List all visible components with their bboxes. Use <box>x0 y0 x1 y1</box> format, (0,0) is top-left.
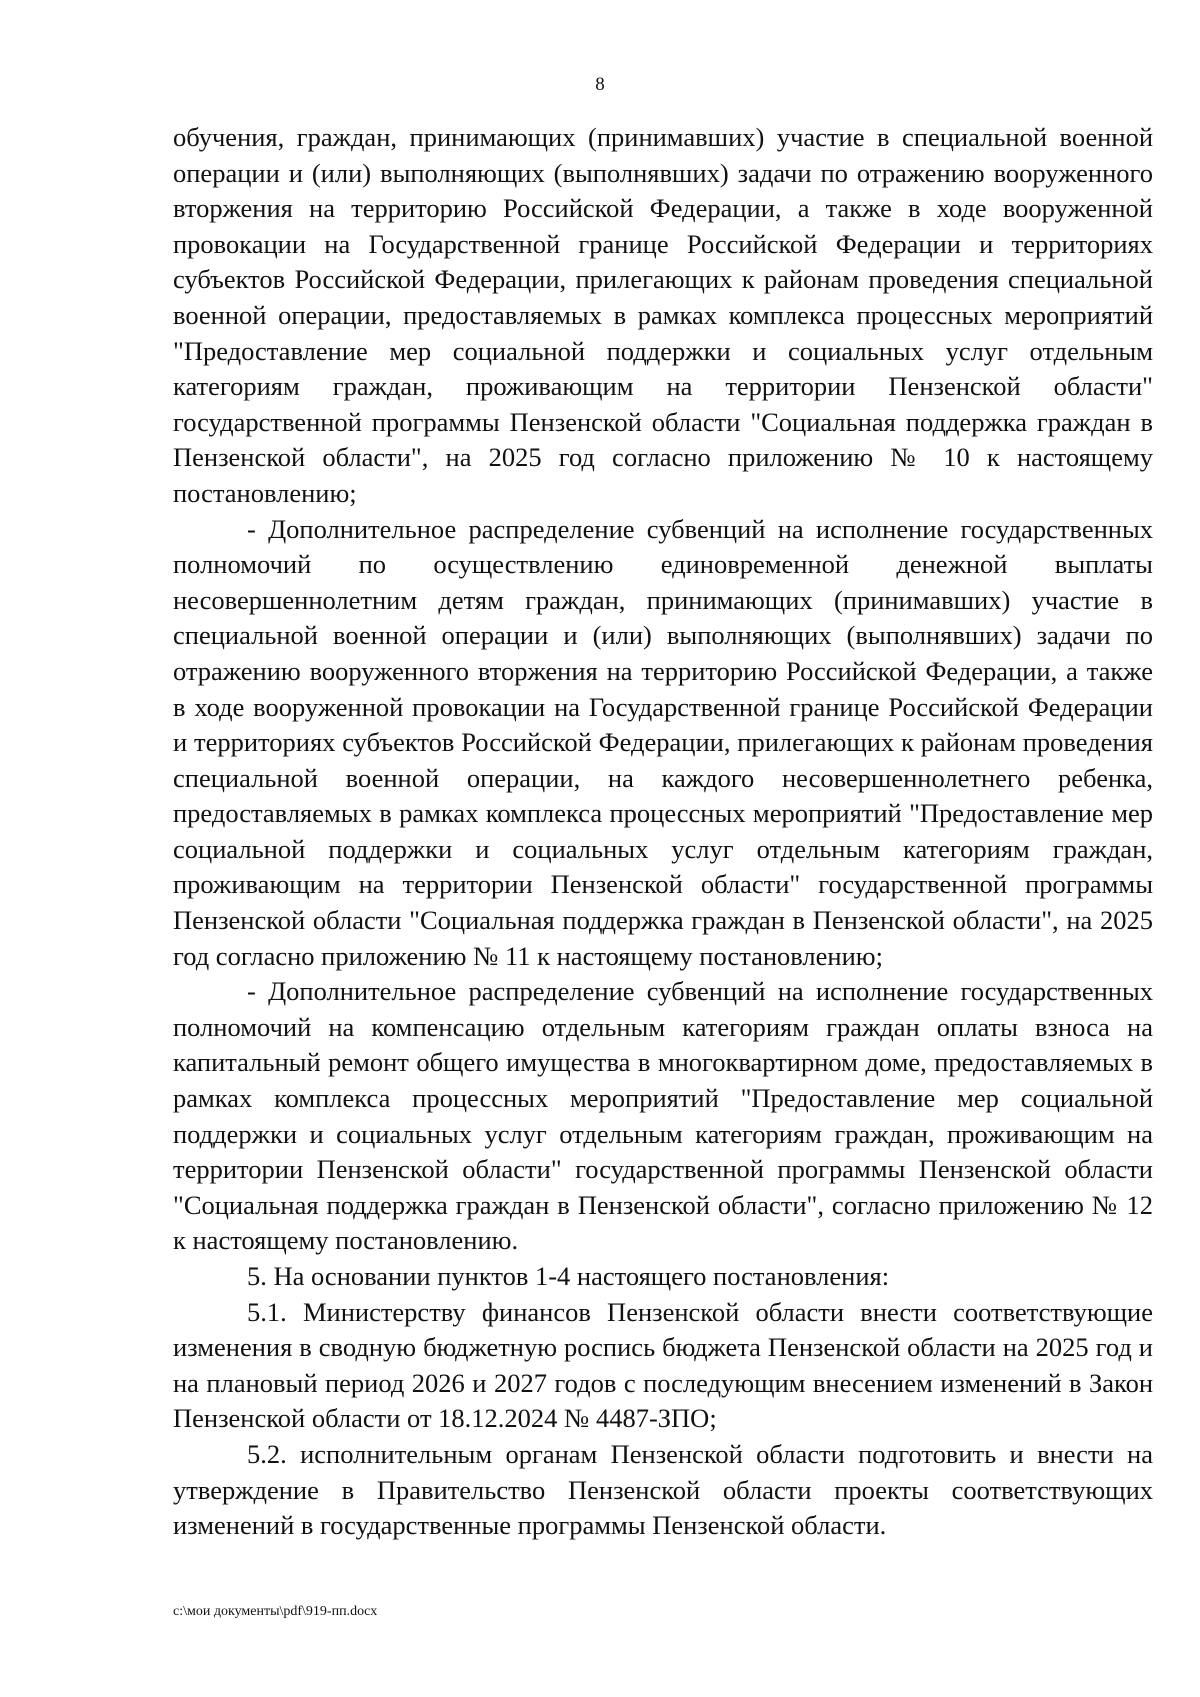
paragraph-item-appendix-12: - Дополнительное распределение субвенций на исполнение государственных полномочий на компенсацию отдельным категориям граждан оплаты взноса на капитальный ремонт общего имущества в многоквартирном доме, предоставляемых в рамках комплекса процессных мероприятий "Предоставление мер социальной поддержки и социальных услуг отдельным категориям граждан, проживающим на территории Пензенской области" государственной программы Пензенской области "Социальная поддержка граждан в Пензенской области", согласно приложению № 12 к настоящему постановлению. <box>173 976 1153 1256</box>
page-number: 8 <box>595 74 605 95</box>
paragraph-continuation: обучения, граждан, принимающих (принимавших) участие в специальной военной операции и (или) выполняющих (выполнявших) задачи по отражению вооруженного вторжения на территорию Российской Федерации, а также в ходе вооруженной провокации на Государственной границе Российской Федерации и территориях субъектов Российской Федерации, прилегающих к районам проведения специальной военной операции, предоставляемых в рамках комплекса процессных мероприятий "Предоставление мер социальной поддержки и социальных услуг отдельным категориям граждан, проживающим на территории Пензенской области" государственной программы Пензенской области "Социальная поддержка граждан в Пензенской области", на 2025 год согласно приложению № 10 к настоящему постановлению; <box>173 122 1153 508</box>
paragraph-item-appendix-11: - Дополнительное распределение субвенций на исполнение государственных полномочий по осуществлению единовременной денежной выплаты несовершеннолетним детям граждан, принимающих (принимавших) участие в специальной военной операции и (или) выполняющих (выполнявших) задачи по отражению вооруженного вторжения на территорию Российской Федерации, а также в ходе вооруженной провокации на Государственной границе Российской Федерации и территориях субъектов Российской Федерации, прилегающих к районам проведения специальной военной операции, на каждого несовершеннолетнего ребенка, предоставляемых в рамках комплекса процессных мероприятий "Предоставление мер социальной поддержки и социальных услуг отдельным категориям граждан, проживающим на территории Пензенской области" государственной программы Пензенской области "Социальная поддержка граждан в Пензенской области", на 2025 год согласно приложению № 11 к настоящему постановлению; <box>173 513 1153 971</box>
paragraph-clause-5-1: 5.1. Министерству финансов Пензенской области внести соответствующие изменения в сводную бюджетную роспись бюджета Пензенской области на 2025 год и на плановый период 2026 и 2027 годов с последующим внесением изменений в Закон Пензенской области от 18.12.2024 № 4487-ЗПО; <box>173 1296 1153 1434</box>
document-body <box>173 120 1153 1544</box>
footer-file-path: c:\мои документы\pdf\919-пп.docx <box>173 1604 378 1619</box>
paragraph-clause-5-2: 5.2. исполнительным органам Пензенской области подготовить и внести на утверждение в Правительство Пензенской области проекты соответствующих изменений в государственные программы Пензенской области. <box>173 1438 1153 1541</box>
paragraph-clause-5: 5. На основании пунктов 1-4 настоящего постановления: <box>247 1261 890 1291</box>
